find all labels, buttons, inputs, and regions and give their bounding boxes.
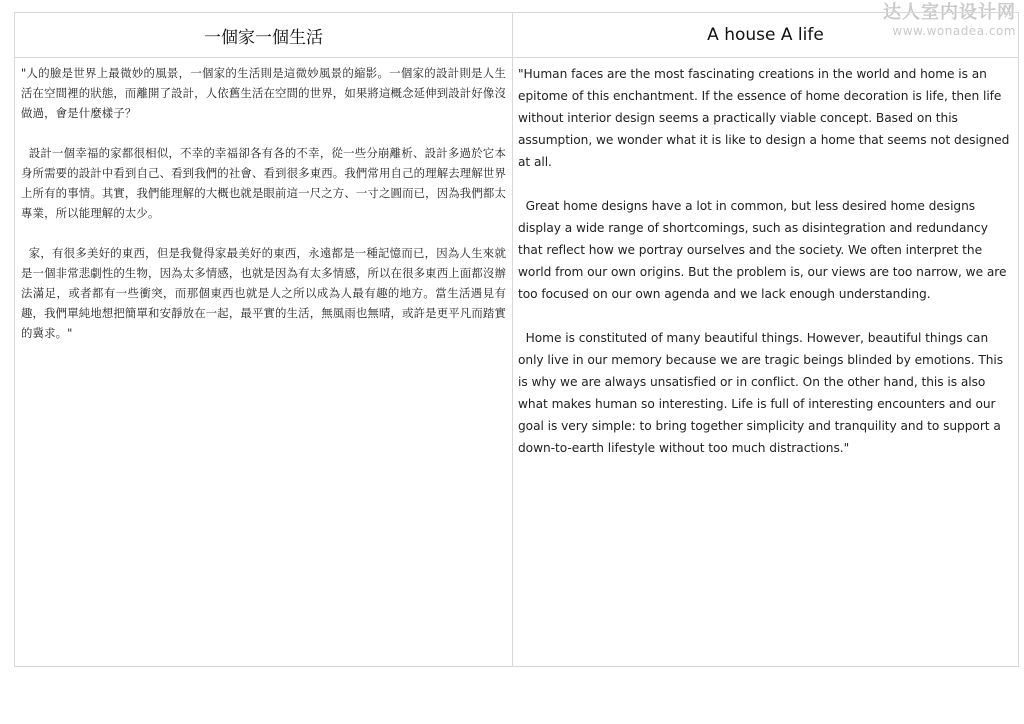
bilingual-text-table (14, 12, 1019, 667)
english-text-cell (513, 58, 1018, 666)
chinese-paragraph-1: "人的臉是世界上最微妙的風景，一個家的生活則是這微妙風景的縮影。一個家的設計則是人生活在空間裡的狀態，而離開了設計，人依舊生活在空間的世界，如果將這概念延伸到設計好像沒做過，會是什麼樣子？ (21, 66, 506, 120)
chinese-paragraph-2: 設計一個幸福的家都很相似，不幸的幸福卻各有各的不幸，從一些分崩離析、設計多過於它本身所需要的設計中看到自己、看到我們的社會、看到很多東西。我們常用自己的理解去理解世界上所有的事情。其實，我們能理解的大概也就是眼前這一尺之方、一寸之圓而已，因為我們都太專業，所以能理解的太少。 (21, 146, 506, 220)
english-column-header: A house A life (513, 13, 1018, 58)
english-paragraph-3: Home is constituted of many beautiful things. However, beautiful things can only live in our memory because we are tragic beings blinded by emotions. This is why we are always unsatisfied or in conflict. On the other hand, this is also what makes human so interesting. Life is full of interesting encounters and our goal is very simple: to bring together simplicity and tranquility and to support a down-to-earth lifestyle without too much distractions." (518, 331, 1007, 455)
chinese-column-header: 一個家一個生活 (15, 13, 513, 58)
english-paragraph-2: Great home designs have a lot in common, but less desired home designs display a wide range of shortcomings, such as disintegration and redundancy that reflect how we portray ourselves and the society. We often interpret the world from our own origins. But the problem is, our views are too narrow, we are too focused on our own agenda and we lack enough understanding. (518, 199, 1011, 301)
watermark-brand: 达人室内设计网 (883, 2, 1016, 23)
chinese-paragraph-3: 家，有很多美好的東西，但是我覺得家最美好的東西，永遠都是一種記憶而已，因為人生來就是一個非常悲劇性的生物，因為太多情感，也就是因為有太多情感，所以在很多東西上面都沒辦法滿足，或者都有一些衝突，而那個東西也就是人之所以成為人最有趣的地方。當生活遇見有趣，我們單純地想把簡單和安靜放在一起，最平實的生活，無風雨也無晴，或許是更平凡而踏實的冀求。" (21, 246, 506, 340)
chinese-text-cell (15, 58, 513, 666)
english-paragraph-1: "Human faces are the most fascinating creations in the world and home is an epitome of this enchantment. If the essence of home decoration is life, then life without interior design seems a practically viable concept. Based on this assumption, we wonder what it is like to design a home that seems not designed at all. (518, 67, 1014, 169)
watermark-url: www.wonadea.com (892, 24, 1016, 38)
